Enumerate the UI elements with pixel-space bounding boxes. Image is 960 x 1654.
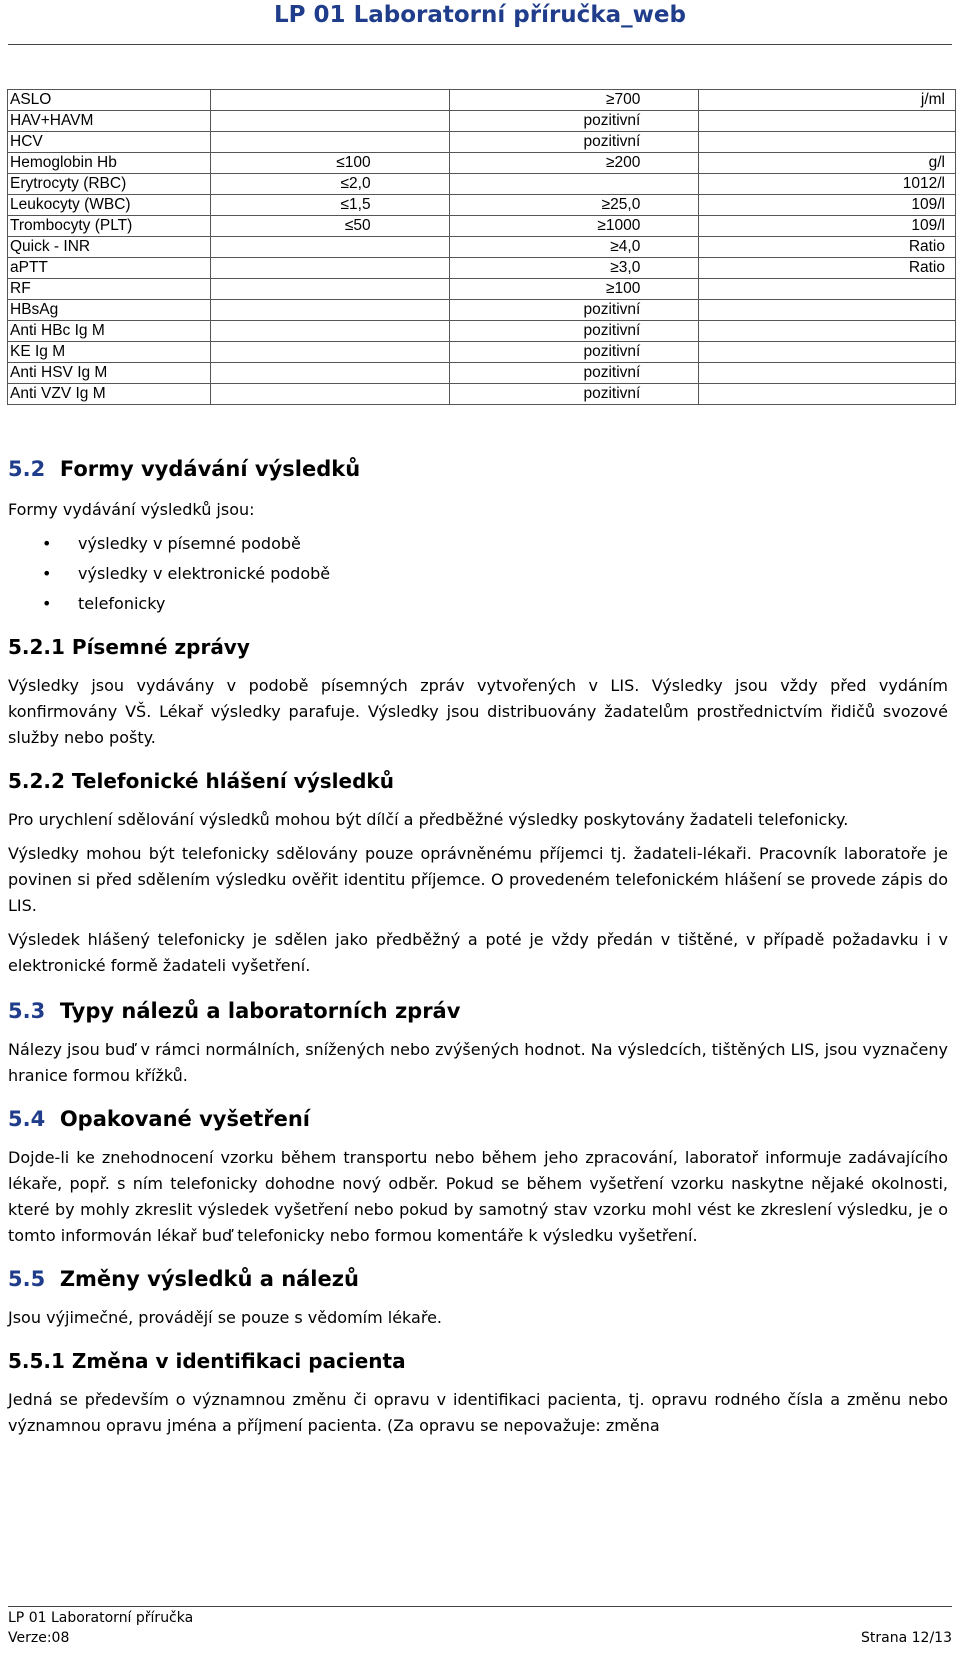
section-5-2-2-paragraph-3: Výsledek hlášený telefonicky je sdělen jako předběžný a poté je vždy předán v tištěné, v případě požadavku i v elektronické formě žadateli vyšetření. — [8, 930, 948, 975]
section-5-3-paragraph: Nálezy jsou buď v rámci normálních, snížených nebo zvýšených hodnot. Na výsledcích, tištěných LIS, jsou vyznačeny hranice formou křížků. — [8, 1040, 948, 1085]
unit-cell: Ratio — [699, 258, 956, 279]
low-limit-cell — [210, 300, 449, 321]
section-5-2-heading — [8, 455, 948, 483]
footer-document-name: LP 01 Laboratorní příručka — [8, 1610, 194, 1626]
low-limit-cell — [210, 237, 449, 258]
low-limit-cell — [210, 363, 449, 384]
table-row — [8, 174, 956, 195]
footer-divider — [8, 1606, 952, 1607]
low-limit-cell — [210, 342, 449, 363]
table-row — [8, 153, 956, 174]
unit-cell — [699, 300, 956, 321]
test-name-cell: KE Ig M — [8, 342, 211, 363]
section-title: Typy nálezů a laboratorních zpráv — [59, 999, 461, 1023]
table-row — [8, 279, 956, 300]
unit-cell: g/l — [699, 153, 956, 174]
unit-cell: 109/l — [699, 195, 956, 216]
section-5-5-1-heading: 5.5.1 Změna v identifikaci pacienta — [8, 1349, 406, 1373]
list-item: • výsledky v písemné podobě — [8, 529, 948, 559]
section-5-2-2-heading: 5.2.2 Telefonické hlášení výsledků — [8, 769, 394, 793]
main-content — [8, 455, 948, 1439]
table-row — [8, 342, 956, 363]
section-5-2-1-heading: 5.2.1 Písemné zprávy — [8, 635, 250, 659]
unit-cell — [699, 132, 956, 153]
low-limit-cell — [210, 111, 449, 132]
low-limit-cell — [210, 384, 449, 405]
critical-values-table-body — [8, 90, 956, 405]
low-limit-cell — [210, 321, 449, 342]
section-number: 5.3 — [8, 999, 46, 1023]
table-row — [8, 321, 956, 342]
test-name-cell: Leukocyty (WBC) — [8, 195, 211, 216]
header-divider — [8, 44, 952, 45]
table-row — [8, 111, 956, 132]
high-limit-cell: ≥700 — [449, 90, 699, 111]
section-title: Změny výsledků a nálezů — [59, 1267, 359, 1291]
section-number: 5.2 — [8, 457, 46, 481]
result-forms-list — [8, 529, 948, 619]
low-limit-cell: ≤50 — [210, 216, 449, 237]
unit-cell: 109/l — [699, 216, 956, 237]
test-name-cell: HAV+HAVM — [8, 111, 211, 132]
high-limit-cell: pozitivní — [449, 342, 699, 363]
list-item: • výsledky v elektronické podobě — [8, 559, 948, 589]
high-limit-cell: ≥25,0 — [449, 195, 699, 216]
footer-version: Verze:08 — [8, 1630, 70, 1646]
high-limit-cell: pozitivní — [449, 111, 699, 132]
unit-cell — [699, 111, 956, 132]
section-5-4-paragraph: Dojde-li ke znehodnocení vzorku během transportu nebo během jeho zpracování, laboratoř informuje zadávajícího lékaře, popř. s ním telefonicky dohodne nový odběr. Pokud se během vyšetření vzorku naskytne nějaké okolnosti, které by mohly zkreslit výsledek vyšetření nebo pokud by samotný stav vzorku mohl vést ke zkreslení výsledku, je o tomto informován lékař buď telefonicky nebo formou komentáře k výsledku vyšetření. — [8, 1148, 948, 1245]
unit-cell — [699, 321, 956, 342]
footer-page-number: Strana 12/13 — [861, 1630, 952, 1646]
low-limit-cell — [210, 90, 449, 111]
high-limit-cell: ≥100 — [449, 279, 699, 300]
test-name-cell: aPTT — [8, 258, 211, 279]
low-limit-cell — [210, 279, 449, 300]
unit-cell: Ratio — [699, 237, 956, 258]
unit-cell — [699, 363, 956, 384]
high-limit-cell: pozitivní — [449, 321, 699, 342]
low-limit-cell — [210, 132, 449, 153]
test-name-cell: Hemoglobin Hb — [8, 153, 211, 174]
high-limit-cell: ≥4,0 — [449, 237, 699, 258]
unit-cell — [699, 342, 956, 363]
test-name-cell: HBsAg — [8, 300, 211, 321]
test-name-cell: Anti HSV Ig M — [8, 363, 211, 384]
low-limit-cell: ≤2,0 — [210, 174, 449, 195]
section-5-4-heading — [8, 1105, 948, 1133]
section-title: Formy vydávání výsledků — [59, 457, 361, 481]
section-5-3-heading — [8, 997, 948, 1025]
low-limit-cell: ≤1,5 — [210, 195, 449, 216]
section-5-2-2-paragraph-2: Výsledky mohou být telefonicky sdělovány pouze oprávněnému příjemci tj. žadateli-lékaři. Pracovník laboratoře je povinen si před sdělením výsledku ověřit identitu příjemce. O provedeném telefonickém hlášení se provede zápis do LIS. — [8, 844, 948, 915]
unit-cell — [699, 279, 956, 300]
test-name-cell: RF — [8, 279, 211, 300]
list-item: • telefonicky — [8, 589, 948, 619]
low-limit-cell — [210, 258, 449, 279]
section-5-2-1-paragraph: Výsledky jsou vydávány v podobě písemných zpráv vytvořených v LIS. Výsledky jsou vždy před vydáním konfirmovány VŠ. Lékař výsledky parafuje. Výsledky jsou distribuovány žadatelům prostřednictvím řidičů svozové služby nebo pošty. — [8, 676, 948, 747]
unit-cell — [699, 384, 956, 405]
section-5-5-1-paragraph: Jedná se především o významnou změnu či opravu v identifikaci pacienta, tj. opravu rodného čísla a změnu nebo významnou opravu jména a příjmení pacienta. (Za opravu se nepovažuje: změna — [8, 1390, 948, 1435]
high-limit-cell: pozitivní — [449, 132, 699, 153]
high-limit-cell — [449, 174, 699, 195]
section-number: 5.4 — [8, 1107, 46, 1131]
page-header-title: LP 01 Laboratorní příručka_web — [274, 2, 686, 28]
high-limit-cell: ≥3,0 — [449, 258, 699, 279]
test-name-cell: HCV — [8, 132, 211, 153]
section-title: Opakované vyšetření — [59, 1107, 310, 1131]
test-name-cell: ASLO — [8, 90, 211, 111]
test-name-cell: Quick - INR — [8, 237, 211, 258]
table-row — [8, 258, 956, 279]
section-5-2-2-paragraph-1: Pro urychlení sdělování výsledků mohou být dílčí a předběžné výsledky poskytovány žadateli telefonicky. — [8, 810, 849, 829]
section-5-2-intro: Formy vydávání výsledků jsou: — [8, 500, 255, 519]
test-name-cell: Anti HBc Ig M — [8, 321, 211, 342]
high-limit-cell: ≥200 — [449, 153, 699, 174]
high-limit-cell: pozitivní — [449, 300, 699, 321]
section-5-5-heading — [8, 1265, 948, 1293]
high-limit-cell: pozitivní — [449, 363, 699, 384]
unit-cell: 1012/l — [699, 174, 956, 195]
table-row — [8, 363, 956, 384]
critical-values-table — [7, 89, 956, 405]
section-number: 5.5 — [8, 1267, 46, 1291]
high-limit-cell: pozitivní — [449, 384, 699, 405]
test-name-cell: Anti VZV Ig M — [8, 384, 211, 405]
table-row — [8, 195, 956, 216]
section-5-5-paragraph: Jsou výjimečné, provádějí se pouze s vědomím lékaře. — [8, 1308, 442, 1327]
table-row — [8, 90, 956, 111]
high-limit-cell: ≥1000 — [449, 216, 699, 237]
test-name-cell: Trombocyty (PLT) — [8, 216, 211, 237]
table-row — [8, 300, 956, 321]
table-row — [8, 384, 956, 405]
table-row — [8, 237, 956, 258]
table-row — [8, 132, 956, 153]
low-limit-cell: ≤100 — [210, 153, 449, 174]
page-footer — [8, 1608, 952, 1648]
table-row — [8, 216, 956, 237]
test-name-cell: Erytrocyty (RBC) — [8, 174, 211, 195]
unit-cell: j/ml — [699, 90, 956, 111]
